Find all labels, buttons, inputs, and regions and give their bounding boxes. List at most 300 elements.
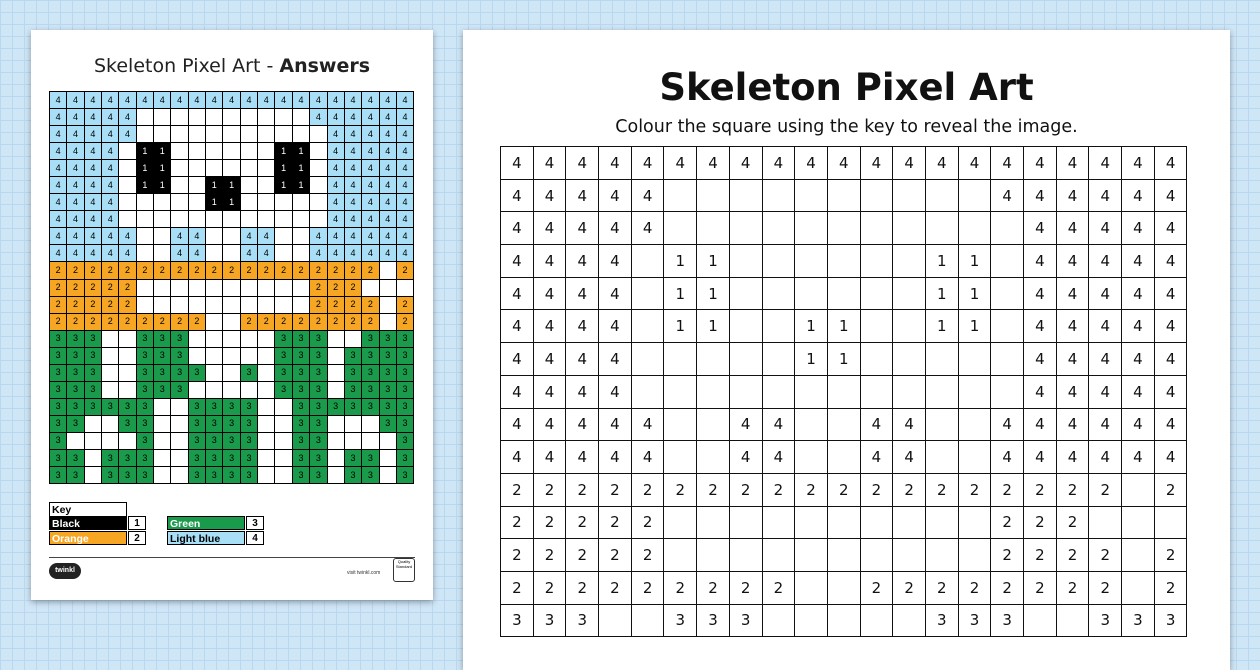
grid-cell: 4 bbox=[1154, 343, 1187, 376]
grid-cell bbox=[258, 211, 275, 228]
grid-cell: 2 bbox=[171, 313, 188, 330]
key-lightblue-num: 4 bbox=[246, 531, 264, 545]
grid-cell bbox=[827, 408, 860, 441]
grid-cell: 3 bbox=[67, 449, 84, 466]
grid-cell: 2 bbox=[223, 262, 240, 279]
grid-cell bbox=[697, 441, 730, 474]
grid-cell: 2 bbox=[292, 313, 309, 330]
grid-cell: 3 bbox=[136, 364, 153, 381]
grid-cell: 2 bbox=[362, 262, 379, 279]
grid-cell: 3 bbox=[223, 415, 240, 432]
grid-cell bbox=[206, 347, 223, 364]
grid-cell bbox=[729, 245, 762, 278]
grid-cell: 1 bbox=[136, 160, 153, 177]
grid-cell: 3 bbox=[362, 449, 379, 466]
grid-cell bbox=[188, 279, 205, 296]
grid-cell bbox=[762, 212, 795, 245]
grid-cell: 3 bbox=[275, 347, 292, 364]
grid-cell bbox=[136, 109, 153, 126]
grid-cell: 2 bbox=[991, 571, 1024, 604]
grid-row bbox=[50, 177, 414, 194]
grid-cell: 2 bbox=[188, 262, 205, 279]
grid-cell bbox=[102, 432, 119, 449]
grid-cell bbox=[827, 212, 860, 245]
key-black-num: 1 bbox=[128, 516, 146, 530]
grid-cell bbox=[795, 245, 828, 278]
grid-cell: 4 bbox=[102, 143, 119, 160]
grid-cell: 4 bbox=[327, 211, 344, 228]
grid-cell: 3 bbox=[925, 604, 958, 637]
grid-cell bbox=[292, 279, 309, 296]
grid-cell: 1 bbox=[795, 310, 828, 343]
grid-cell: 2 bbox=[327, 262, 344, 279]
grid-cell bbox=[188, 381, 205, 398]
grid-cell: 1 bbox=[154, 160, 171, 177]
grid-cell: 3 bbox=[379, 381, 396, 398]
grid-cell: 2 bbox=[310, 279, 327, 296]
grid-cell bbox=[171, 194, 188, 211]
grid-cell: 4 bbox=[240, 228, 257, 245]
grid-cell: 3 bbox=[379, 415, 396, 432]
grid-cell: 2 bbox=[67, 262, 84, 279]
grid-cell: 4 bbox=[396, 109, 413, 126]
grid-cell bbox=[119, 381, 136, 398]
grid-cell bbox=[860, 245, 893, 278]
grid-cell bbox=[223, 330, 240, 347]
grid-cell: 4 bbox=[327, 245, 344, 262]
grid-cell: 4 bbox=[362, 109, 379, 126]
grid-cell: 3 bbox=[84, 347, 101, 364]
grid-cell: 3 bbox=[958, 604, 991, 637]
grid-cell bbox=[275, 398, 292, 415]
grid-cell bbox=[762, 343, 795, 376]
grid-cell: 4 bbox=[50, 160, 67, 177]
grid-cell: 4 bbox=[501, 179, 534, 212]
grid-cell: 3 bbox=[102, 449, 119, 466]
grid-cell bbox=[664, 539, 697, 572]
grid-cell: 4 bbox=[396, 92, 413, 109]
grid-cell: 3 bbox=[50, 432, 67, 449]
grid-cell bbox=[171, 109, 188, 126]
grid-cell: 2 bbox=[240, 313, 257, 330]
grid-cell: 4 bbox=[533, 179, 566, 212]
grid-cell: 4 bbox=[50, 211, 67, 228]
grid-cell: 2 bbox=[697, 473, 730, 506]
grid-cell: 4 bbox=[344, 245, 361, 262]
grid-cell: 3 bbox=[67, 347, 84, 364]
grid-cell: 4 bbox=[860, 441, 893, 474]
answers-sheet bbox=[31, 30, 433, 600]
grid-cell: 3 bbox=[188, 415, 205, 432]
grid-cell: 4 bbox=[1089, 343, 1122, 376]
key-black: Black bbox=[49, 516, 127, 530]
grid-cell: 4 bbox=[67, 228, 84, 245]
grid-cell: 3 bbox=[1089, 604, 1122, 637]
grid-cell: 2 bbox=[310, 313, 327, 330]
grid-cell: 4 bbox=[67, 109, 84, 126]
grid-cell bbox=[102, 347, 119, 364]
grid-cell: 2 bbox=[188, 313, 205, 330]
grid-cell bbox=[258, 449, 275, 466]
grid-cell: 3 bbox=[119, 415, 136, 432]
grid-cell bbox=[258, 194, 275, 211]
grid-cell bbox=[102, 415, 119, 432]
grid-cell: 4 bbox=[599, 310, 632, 343]
grid-cell: 1 bbox=[136, 143, 153, 160]
grid-cell bbox=[893, 212, 926, 245]
grid-cell: 2 bbox=[327, 313, 344, 330]
grid-cell: 3 bbox=[362, 364, 379, 381]
grid-cell: 3 bbox=[119, 467, 136, 484]
answers-title-part1: Skeleton Pixel Art - bbox=[93, 55, 280, 77]
grid-cell: 4 bbox=[631, 147, 664, 180]
grid-cell: 4 bbox=[1122, 310, 1155, 343]
grid-cell bbox=[860, 310, 893, 343]
grid-cell: 3 bbox=[310, 398, 327, 415]
grid-cell: 4 bbox=[327, 126, 344, 143]
grid-cell bbox=[327, 449, 344, 466]
grid-cell: 4 bbox=[893, 441, 926, 474]
grid-row bbox=[50, 398, 414, 415]
grid-cell bbox=[154, 415, 171, 432]
grid-cell bbox=[154, 467, 171, 484]
grid-cell: 3 bbox=[119, 449, 136, 466]
grid-cell: 3 bbox=[206, 398, 223, 415]
grid-cell: 3 bbox=[240, 467, 257, 484]
grid-cell: 2 bbox=[50, 262, 67, 279]
grid-cell: 4 bbox=[188, 245, 205, 262]
grid-cell bbox=[206, 381, 223, 398]
grid-cell: 2 bbox=[533, 473, 566, 506]
grid-cell: 4 bbox=[84, 143, 101, 160]
grid-cell: 4 bbox=[631, 441, 664, 474]
grid-cell: 4 bbox=[154, 92, 171, 109]
grid-cell bbox=[893, 277, 926, 310]
grid-cell: 2 bbox=[1024, 539, 1057, 572]
grid-cell: 1 bbox=[206, 194, 223, 211]
grid-cell: 1 bbox=[827, 343, 860, 376]
grid-cell: 4 bbox=[599, 343, 632, 376]
grid-cell bbox=[206, 364, 223, 381]
grid-cell bbox=[631, 375, 664, 408]
grid-cell bbox=[327, 347, 344, 364]
grid-cell bbox=[958, 343, 991, 376]
grid-cell: 3 bbox=[275, 330, 292, 347]
grid-cell bbox=[258, 415, 275, 432]
grid-cell: 4 bbox=[50, 143, 67, 160]
grid-cell bbox=[275, 467, 292, 484]
grid-cell bbox=[275, 432, 292, 449]
grid-cell bbox=[206, 228, 223, 245]
grid-cell: 2 bbox=[631, 506, 664, 539]
grid-cell: 3 bbox=[344, 398, 361, 415]
grid-cell bbox=[240, 194, 257, 211]
grid-cell: 1 bbox=[154, 143, 171, 160]
grid-cell: 4 bbox=[379, 228, 396, 245]
grid-row bbox=[50, 467, 414, 484]
grid-cell: 4 bbox=[344, 211, 361, 228]
grid-cell: 4 bbox=[310, 109, 327, 126]
grid-cell: 4 bbox=[893, 147, 926, 180]
grid-cell bbox=[762, 179, 795, 212]
grid-cell bbox=[327, 415, 344, 432]
grid-cell bbox=[136, 296, 153, 313]
grid-cell bbox=[729, 212, 762, 245]
grid-cell bbox=[991, 277, 1024, 310]
grid-cell bbox=[171, 143, 188, 160]
grid-cell: 2 bbox=[50, 279, 67, 296]
grid-cell bbox=[631, 245, 664, 278]
grid-cell bbox=[84, 467, 101, 484]
grid-cell: 1 bbox=[958, 310, 991, 343]
grid-cell bbox=[171, 398, 188, 415]
grid-cell: 2 bbox=[67, 279, 84, 296]
grid-cell: 4 bbox=[1154, 212, 1187, 245]
grid-cell: 2 bbox=[119, 279, 136, 296]
grid-cell: 4 bbox=[566, 277, 599, 310]
grid-cell: 2 bbox=[362, 313, 379, 330]
grid-cell: 2 bbox=[1024, 506, 1057, 539]
grid-row bbox=[50, 313, 414, 330]
grid-cell bbox=[119, 194, 136, 211]
grid-cell bbox=[102, 364, 119, 381]
grid-cell: 2 bbox=[958, 473, 991, 506]
grid-cell: 4 bbox=[1122, 245, 1155, 278]
grid-cell: 4 bbox=[310, 245, 327, 262]
grid-cell bbox=[599, 604, 632, 637]
grid-cell: 4 bbox=[1154, 408, 1187, 441]
grid-cell: 4 bbox=[84, 109, 101, 126]
grid-cell: 3 bbox=[697, 604, 730, 637]
grid-cell: 2 bbox=[1024, 571, 1057, 604]
grid-cell: 4 bbox=[1056, 277, 1089, 310]
grid-cell bbox=[327, 432, 344, 449]
grid-cell: 3 bbox=[310, 330, 327, 347]
grid-cell: 3 bbox=[136, 398, 153, 415]
grid-cell: 4 bbox=[1089, 441, 1122, 474]
grid-cell bbox=[697, 343, 730, 376]
grid-cell bbox=[275, 415, 292, 432]
grid-cell bbox=[154, 296, 171, 313]
grid-cell bbox=[991, 375, 1024, 408]
grid-cell: 4 bbox=[344, 126, 361, 143]
grid-cell: 4 bbox=[860, 408, 893, 441]
grid-cell: 4 bbox=[1122, 441, 1155, 474]
grid-cell: 2 bbox=[154, 313, 171, 330]
grid-cell: 4 bbox=[67, 160, 84, 177]
grid-cell: 1 bbox=[154, 177, 171, 194]
grid-row bbox=[501, 343, 1187, 376]
grid-cell: 2 bbox=[860, 571, 893, 604]
grid-cell: 4 bbox=[102, 126, 119, 143]
grid-cell: 4 bbox=[379, 245, 396, 262]
grid-cell: 4 bbox=[67, 177, 84, 194]
grid-cell bbox=[362, 415, 379, 432]
grid-cell: 4 bbox=[327, 92, 344, 109]
grid-cell: 3 bbox=[171, 330, 188, 347]
grid-cell: 2 bbox=[501, 473, 534, 506]
grid-cell: 3 bbox=[240, 432, 257, 449]
grid-cell: 4 bbox=[697, 147, 730, 180]
grid-cell: 4 bbox=[344, 143, 361, 160]
grid-cell bbox=[860, 375, 893, 408]
grid-cell: 2 bbox=[893, 473, 926, 506]
grid-cell: 4 bbox=[102, 109, 119, 126]
grid-cell bbox=[223, 228, 240, 245]
grid-row bbox=[501, 277, 1187, 310]
grid-cell: 3 bbox=[310, 364, 327, 381]
grid-cell: 4 bbox=[379, 92, 396, 109]
grid-cell: 4 bbox=[171, 245, 188, 262]
grid-cell bbox=[171, 432, 188, 449]
grid-cell bbox=[362, 279, 379, 296]
grid-cell: 4 bbox=[1024, 245, 1057, 278]
twinkl-logo: twinkl bbox=[49, 563, 81, 579]
grid-cell bbox=[258, 177, 275, 194]
grid-cell: 4 bbox=[310, 92, 327, 109]
grid-cell: 3 bbox=[223, 398, 240, 415]
grid-cell bbox=[327, 330, 344, 347]
grid-cell bbox=[258, 432, 275, 449]
grid-cell: 3 bbox=[566, 604, 599, 637]
grid-cell: 4 bbox=[501, 441, 534, 474]
grid-cell bbox=[292, 109, 309, 126]
grid-cell: 2 bbox=[1089, 571, 1122, 604]
grid-cell: 4 bbox=[362, 245, 379, 262]
grid-cell bbox=[275, 126, 292, 143]
grid-cell: 3 bbox=[379, 347, 396, 364]
grid-row bbox=[50, 262, 414, 279]
grid-cell bbox=[292, 126, 309, 143]
grid-cell: 1 bbox=[223, 177, 240, 194]
grid-cell: 3 bbox=[501, 604, 534, 637]
grid-cell: 2 bbox=[925, 571, 958, 604]
grid-cell: 2 bbox=[762, 571, 795, 604]
grid-cell: 3 bbox=[223, 432, 240, 449]
grid-cell bbox=[827, 571, 860, 604]
grid-cell: 2 bbox=[664, 473, 697, 506]
grid-cell bbox=[292, 211, 309, 228]
grid-cell: 4 bbox=[533, 408, 566, 441]
grid-cell: 2 bbox=[1056, 571, 1089, 604]
answers-title bbox=[31, 55, 433, 77]
grid-cell: 4 bbox=[1154, 375, 1187, 408]
grid-cell: 3 bbox=[310, 347, 327, 364]
grid-cell: 1 bbox=[697, 310, 730, 343]
grid-cell bbox=[258, 109, 275, 126]
grid-cell bbox=[275, 245, 292, 262]
grid-cell bbox=[327, 381, 344, 398]
grid-cell: 4 bbox=[396, 228, 413, 245]
key-green: Green bbox=[167, 516, 245, 530]
grid-cell: 4 bbox=[958, 147, 991, 180]
grid-cell: 3 bbox=[240, 398, 257, 415]
grid-cell: 3 bbox=[50, 364, 67, 381]
grid-cell: 3 bbox=[362, 381, 379, 398]
grid-cell bbox=[188, 330, 205, 347]
grid-cell: 3 bbox=[171, 364, 188, 381]
grid-cell bbox=[827, 539, 860, 572]
grid-cell: 4 bbox=[566, 375, 599, 408]
grid-cell bbox=[188, 296, 205, 313]
grid-cell bbox=[925, 539, 958, 572]
grid-cell: 4 bbox=[102, 177, 119, 194]
grid-cell bbox=[258, 467, 275, 484]
grid-cell: 4 bbox=[1154, 245, 1187, 278]
grid-cell: 4 bbox=[664, 147, 697, 180]
grid-cell: 4 bbox=[50, 245, 67, 262]
grid-cell: 4 bbox=[729, 147, 762, 180]
grid-cell bbox=[344, 415, 361, 432]
grid-cell bbox=[762, 375, 795, 408]
grid-cell: 4 bbox=[344, 92, 361, 109]
grid-cell bbox=[925, 343, 958, 376]
grid-row bbox=[501, 571, 1187, 604]
grid-cell: 4 bbox=[599, 147, 632, 180]
grid-cell: 2 bbox=[136, 313, 153, 330]
grid-cell bbox=[860, 539, 893, 572]
grid-cell: 2 bbox=[566, 473, 599, 506]
grid-cell: 4 bbox=[102, 92, 119, 109]
grid-cell: 4 bbox=[1024, 441, 1057, 474]
grid-cell: 4 bbox=[1089, 408, 1122, 441]
grid-cell: 2 bbox=[501, 571, 534, 604]
grid-cell bbox=[258, 143, 275, 160]
grid-cell bbox=[223, 211, 240, 228]
grid-cell: 2 bbox=[67, 296, 84, 313]
grid-cell: 4 bbox=[84, 92, 101, 109]
grid-cell bbox=[379, 262, 396, 279]
grid-cell bbox=[729, 375, 762, 408]
grid-cell bbox=[171, 211, 188, 228]
grid-cell: 2 bbox=[240, 262, 257, 279]
grid-cell bbox=[223, 109, 240, 126]
grid-cell: 4 bbox=[501, 375, 534, 408]
grid-cell: 1 bbox=[292, 160, 309, 177]
grid-cell: 3 bbox=[292, 381, 309, 398]
grid-cell: 4 bbox=[379, 160, 396, 177]
grid-cell: 4 bbox=[1024, 375, 1057, 408]
grid-cell: 3 bbox=[396, 381, 413, 398]
grid-cell bbox=[206, 211, 223, 228]
grid-cell bbox=[206, 330, 223, 347]
grid-cell bbox=[762, 277, 795, 310]
grid-cell: 3 bbox=[240, 449, 257, 466]
grid-cell: 4 bbox=[631, 408, 664, 441]
grid-cell: 4 bbox=[362, 228, 379, 245]
grid-cell bbox=[729, 539, 762, 572]
grid-cell: 4 bbox=[206, 92, 223, 109]
grid-cell bbox=[860, 343, 893, 376]
grid-cell bbox=[310, 211, 327, 228]
grid-cell: 3 bbox=[206, 432, 223, 449]
grid-cell: 2 bbox=[533, 506, 566, 539]
grid-cell bbox=[240, 143, 257, 160]
grid-cell bbox=[860, 277, 893, 310]
grid-cell bbox=[958, 179, 991, 212]
grid-cell: 4 bbox=[50, 194, 67, 211]
grid-cell: 3 bbox=[292, 398, 309, 415]
grid-cell bbox=[893, 245, 926, 278]
grid-cell bbox=[119, 211, 136, 228]
grid-cell: 4 bbox=[258, 245, 275, 262]
grid-cell bbox=[925, 375, 958, 408]
grid-cell: 3 bbox=[67, 467, 84, 484]
grid-cell: 1 bbox=[925, 310, 958, 343]
grid-cell: 1 bbox=[697, 277, 730, 310]
grid-cell bbox=[1122, 506, 1155, 539]
grid-cell: 1 bbox=[275, 143, 292, 160]
